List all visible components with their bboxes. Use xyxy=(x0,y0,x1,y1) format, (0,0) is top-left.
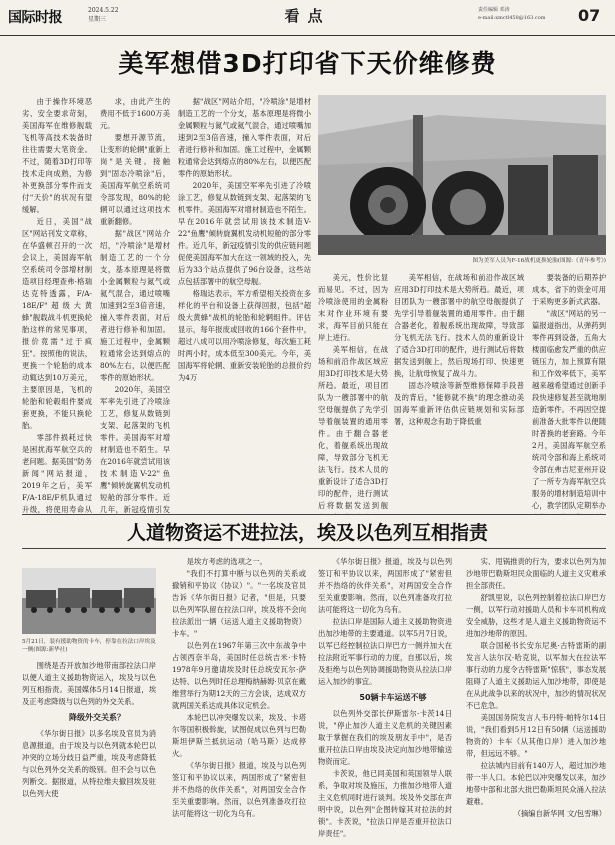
article1-column-3b xyxy=(394,272,524,514)
page-number: 07 xyxy=(578,6,601,25)
article2-byline: （摘编自新华网 文/包雪琳） xyxy=(513,809,606,818)
paragraph: 求，由此产生的费用不低于1600万美元。 xyxy=(100,97,170,130)
paragraph: 据"战区"网站介绍，"冷喷涂"是增材制造工艺的一个分支，基本原理是将微小金属颗粒与氮气或氦气混合，通过喷嘴加速到2至3倍音速，撞入零件表面，对后者进行修补和加固。施工过程中，金属颗粒通常会达到熔点的80%左右，以便匹配零件的原始形状。 xyxy=(100,229,170,382)
paragraph: 美军相信，在战场和前沿作战区域应用3D打印技术是大势所趋。最近，项目团队为一艘部署中的航空母舰提供了先学引导着舰装置的通用零件。由于翻合器老化，着舰系统出现故障，导致部分飞机无法飞行。技术人员的重新设计了适合3D打印的配件，进行测试后将数据发送到舰 xyxy=(318,345,388,510)
article1-column-3 xyxy=(318,272,388,514)
paragraph: 固态冷喷涂等新型维修保障手段普及的背后，"能修就不换"的理念推动美国海军重新评估供应链规划和实际部署，这种观念有助于降低重 xyxy=(394,381,524,426)
paragraph: 近日，美国"战区"网站刊发文章称，在华盛顿召开的一次会议上，美国海军航空系统司令部增材制造项目经理查弗·格瑞达克特透露，F/A-18E/F"超级大黄蜂"舰载战斗机更换轮胎这样的常见事项，报价竟需"过于疯狂"。按照他的说法，更换一个轮胎的成本动辄达到10万美元，主要原因是，飞机的轮胎和轮毂组件要成套更换，不能只换轮胎。 xyxy=(22,217,92,430)
article2-headline: 人道物资运不进拉法，埃及以色列互相指责 xyxy=(126,522,488,544)
paragraph: 《华尔街日报》报道，埃及与以色列签订和平协议以来，两国形成了"紧密但并不热络的伙伴关系"，对两国安全合作至关重要影响。然而，以色列准备攻打拉法可能将这一切化为乌有。 xyxy=(172,761,306,818)
article1-column-2 xyxy=(100,96,170,514)
paragraph: 联合国秘书长安东尼奥·古特雷斯的副发言人法尔汉·哈克说，以军加大在拉法军事行动的力度令古特雷斯"惊骇"，事态发展阻碍了人道主义援助运入加沙地带，即使是在从此战争以来的状况中，加沙的情况状况不已危急。 xyxy=(466,641,606,710)
article2-column-1 xyxy=(22,660,156,840)
weekday-text: 星期三 xyxy=(88,16,107,23)
paragraph: 拉法城内目前有140万人，超过加沙地带一半人口。本轮巴以冲突爆发以来，加沙地带中部和北部大批巴勒斯坦民众涌入拉法避难。 xyxy=(466,761,606,806)
paragraph: 围绕是否开放加沙地带南部拉法口岸以便人道主义援助物资运入，埃及与以色列互相指责。美国媒体5月14日报道，埃及正考虑降级与以色列的外交关系。 xyxy=(22,661,156,706)
paragraph: 以色列在1967年第三次中东战争中占领西奈半岛，美国时任总统吉米·卡特1978年9月邀请埃及时任总统安瓦尔·萨达特、以色列时任总理梅纳赫姆·贝京在戴维营举行为期12天的三方会谈，达成双方就两国关系达成具体议定机会。 xyxy=(172,641,306,710)
page-header xyxy=(0,0,615,36)
aircraft-wheel-photo xyxy=(318,95,606,255)
paragraph: 要装备的后期养护成本，省下的资金可用于采购更多新式武器。 xyxy=(532,273,606,306)
article1-column-1 xyxy=(22,96,92,514)
paragraph: 美元，性价比显而易见。不过，因为冷喷涂使用的金属粉末对作业环境有要求，海军目前只能在岸上进行。 xyxy=(318,273,388,342)
article2-column-4 xyxy=(466,556,606,840)
article2-photo xyxy=(22,568,156,634)
paragraph: 《华尔街日报》以多名埃及官员为消息源报道，由于埃及与以色列就本轮巴以冲突的立场分歧日益严重，埃及考虑降低与以色列外交关系的级别。但不会与以色列断交。据报道，从特拉维夫撤回埃及驻以色列大使 xyxy=(22,729,156,798)
paragraph: 本轮巴以冲突爆发以来，埃及、卡塔尔等国积极斡旋，试图促成以色列与巴勒斯坦伊斯兰抵抗运动（哈马斯）达成停火。 xyxy=(172,713,306,758)
article1-photo-caption: 图为美军人员为F-16战机更换轮胎(图源:《青年参考》) xyxy=(472,258,606,264)
paragraph: 拉法口岸是国际人道主义援助物资进出加沙地带的主要通道。以军5月7日说，以军已经控制拉法口岸巴方一侧并加大在拉法附近军事行动的力度，自那以后，埃及拒绝与以色列协调援助物资从拉法口岸运入加沙的事宜。 xyxy=(318,617,452,686)
newspaper-logo: 国际时报 xyxy=(8,10,62,26)
article1-photo xyxy=(318,95,606,255)
paragraph: 以色列外交部长伊斯雷尔·卡茨14日说，"停止加沙人道主义危机的关键因素取于掌握在我们的埃及朋友手中"，是否重开拉法口岸由埃及决定向加沙地带输送物资而定。 xyxy=(318,709,452,766)
paragraph: 《华尔街日报》报道，埃及与以色列签订和平协议以来，两国形成了"紧密但并不热络的伙伴关系"，对两国安全合作至关重要影响。然而，以色列准备攻打拉法可能将这一切化为乌有。 xyxy=(318,557,452,614)
article1-column-4 xyxy=(532,272,606,514)
trucks-photo xyxy=(22,568,156,634)
article2-column-2 xyxy=(172,556,306,840)
paragraph: 由于操作环境恶劣、安全要求苛刻，美国海军在维修舰载飞机等高技术装备时往往需要大笔资金。不过，随着3D打印等技术走向成熟，为修补更换部分零件而支付"天价"的状况有望缓解。 xyxy=(22,97,92,214)
paragraph: 是埃方考虑的选项之一。 xyxy=(186,557,267,566)
paragraph: 美军相信，在战场和前沿作战区域应用3D打印技术是大势所趋。最近，项目团队为一艘部署中的航空母舰提供了先学引导着舰装置的通用零件。由于翻合器老化，着舰系统出现故障，导致部分飞机无法飞行。技术人员的重新设计了适合3D打印的配件，进行测试后将数据发送到舰上，然后现场打印、快速更换，让航母恢复了战斗力。 xyxy=(394,273,524,378)
paragraph: 实、甩锅推责的行为，要求以色列为加沙地带巴勒斯坦民众面临的人道主义灾难承担全部责任。 xyxy=(466,557,606,590)
date-text: 2024.5.22 xyxy=(88,7,119,14)
paragraph: 舒凯里说，以色列控制着拉法口岸巴方一侧，以军行动对援助人员和卡车司机构成安全威胁，这些才是人道主义援助物资运不进加沙地带的原因。 xyxy=(466,593,606,638)
editor-email: e-mail:xmctl458@163.com xyxy=(478,15,546,21)
article2-subheading-2: 50辆卡车运送不够 xyxy=(359,693,427,702)
paragraph: 卡茨说，他已同美国和英国领导人联系，争取对埃及施压，力推加沙地带人道主义危机同时进行谈判。埃及外交部在声明中说，以色列"企图转嫁其对拉法的封锁"。卡茨说，"拉法口岸是否重开拉法口岸责任"。 xyxy=(318,769,452,838)
headline-rule xyxy=(22,548,606,549)
paragraph: 2020年，美国空军率先引进了冷喷涂工艺，修复从数链到支架、起落架的飞机零件。美国海军对增材制造也不陌生。早在2016年就尝试用该技术制造V-22"鱼鹰"倾转旋翼机发动机短舱的部分零件。近几年，新冠疫情引发 xyxy=(100,385,170,514)
paragraph: 美国国务院发言人韦丹特·帕特尔14日说，"我们看到5月12日有50辆（运送援助物资的）卡车（从其他口岸）进入加沙地带，但远远不够。" xyxy=(466,713,606,758)
paragraph: 据"战区"网站介绍，"冷喷涂"是增材制造工艺的一个分支，基本原理是将微小金属颗粒与氮气或氦气混合，通过喷嘴加速到2至3倍音速，撞入零件表面，对后者进行修补和加固。施工过程中，金属颗粒通常会达到熔点的80%左右，以便匹配零件的原始形状。 xyxy=(178,97,311,178)
paragraph: "战区"网站的另一篇报道指出，从弹药到零件再到设备，五角大楼面临愈发严重的供应链压力，加上预算有限和工作效率低下，美军越来越希望通过创新手段快速修复甚至就地制造新零件。不再因空提前准备大批零件以便随时普换的老套路。今年2月，美国海军航空系统司令部和海上系统司令部在弗吉尼亚州开设了一所专为海军航空兵服务的增材制造培训中心，教学团队定期举办 xyxy=(532,309,606,510)
article2-photo-caption: 5月21日，装有援助物资的卡车，停靠在拉法口岸埃及一侧(图源:新华社) xyxy=(22,639,156,653)
article1-headline: 美军想借3D打印省下天价维修费 xyxy=(118,49,497,78)
section-title: 看点 xyxy=(284,7,331,25)
paragraph: "我们不打算中断与以色列的关系或撤销和平协议（协议）"。"一名埃及官员告诉《华尔街日报》记者，"但是，只要以色列军队留在拉法口岸，埃及将不会向拉法派出一辆（运送人道主义援助物资）卡车。" xyxy=(172,569,306,638)
paragraph: 要想开源节流，让变形的轮辋"重新上岗"是关键。接触到"固态冷喷涂"后，美国海军航空系统司令部发现，80%的轮辋可以通过这项技术重新翻修。 xyxy=(100,133,170,226)
editor-info xyxy=(478,6,576,22)
paragraph: 格瑞达表示，军方希望相关投资在多样化的平台和设备上获得回报，包括"超级大黄蜂"战机的轮胎和轮辋组件。评估显示，每年报废或回收的166个套件中，超过八成可以用冷喷涂修复，每次施工耗时两小时，成本低至300美元。今年，美国海军将轮辋、重新安装轮胎的总报价约为4万 xyxy=(178,289,311,382)
editor-name: 责任编辑 邓涛 xyxy=(478,7,510,13)
article-divider xyxy=(22,514,606,515)
article2-subheading-1: 降级外交关系？ xyxy=(69,713,125,722)
article2-column-3 xyxy=(318,556,452,840)
paragraph: 零部件损耗过快是困扰海军航空兵的老问题。据美国"防务新闻"网站报道，2019年之后，美军F/A-18E/F机队通过升级，将使用寿命从 xyxy=(22,433,92,514)
article1-column-2b xyxy=(176,96,311,514)
paragraph: 2020年，美国空军率先引进了冷喷涂工艺，修复从数链到支架、起落架的飞机零件。美国海军对增材制造也不陌生。早在2016年就尝试用该技术制造V-22"鱼鹰"倾转旋翼机发动机短舱的部分零件。近几年，新冠疫情引发的供应链问题促使美国海军加大在这一领域的投入，先后为33个站点提供了96台设备，这些站点包括部署中的航空母舰。 xyxy=(178,181,311,286)
